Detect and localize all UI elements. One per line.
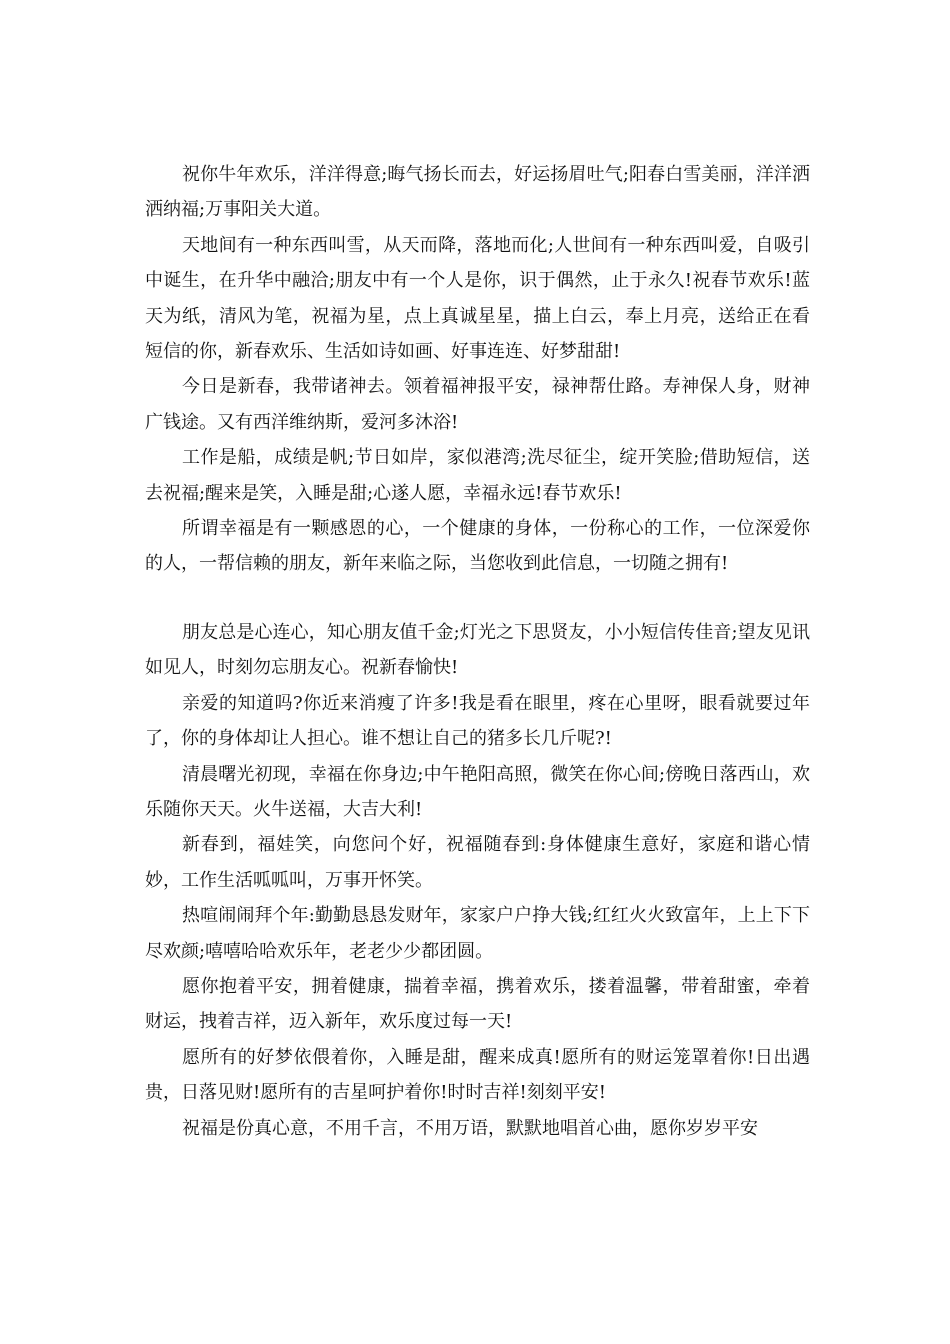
paragraph: 祝福是份真心意，不用千言，不用万语，默默地唱首心曲，愿你岁岁平安: [182, 1117, 758, 1139]
paragraph: 愿你抱着平安，拥着健康，揣着幸福，携着欢乐，搂着温馨，带着甜蜜，牵着财运，拽着吉祥，迈入新年，欢乐度过每一天!: [145, 975, 810, 1033]
paragraph: 愿所有的好梦依偎着你，入睡是甜，醒来成真!愿所有的财运笼罩着你!日出遇贵，日落见财!愿所有的吉星呵护着你!时时吉祥!刻刻平安!: [145, 1046, 810, 1104]
paragraph: 亲爱的知道吗?你近来消瘦了许多!我是看在眼里，疼在心里呀，眼看就要过年了，你的身体却让人担心。谁不想让自己的猪多长几斤呢?!: [145, 692, 810, 750]
paragraph: 热喧闹闹拜个年:勤勤恳恳发财年，家家户户挣大钱;红红火火致富年，上上下下尽欢颜;嘻嘻哈哈欢乐年，老老少少都团圆。: [145, 905, 810, 962]
paragraph: 今日是新春，我带诸神去。领着福神报平安，禄神帮仕路。寿神保人身，财神广钱途。又有西洋维纳斯，爱河多沐浴!: [145, 376, 810, 433]
paragraph: 工作是船，成绩是帆;节日如岸，家似港湾;洗尽征尘，绽开笑脸;借助短信，送去祝福;醒来是笑，入睡是甜;心遂人愿，幸福永远!春节欢乐!: [145, 447, 810, 504]
paragraph: 所谓幸福是有一颗感恩的心，一个健康的身体，一份称心的工作，一位深爱你的人，一帮信赖的朋友，新年来临之际，当您收到此信息，一切随之拥有!: [145, 518, 810, 575]
paragraph: 新春到，福娃笑，向您问个好，祝福随春到:身体健康生意好，家庭和谐心情妙，工作生活呱呱叫，万事开怀笑。: [145, 834, 810, 891]
document-body: [145, 157, 810, 1146]
paragraph: 清晨曙光初现，幸福在你身边;中午艳阳高照，微笑在你心间;傍晚日落西山，欢乐随你天天。火牛送福，大吉大利!: [145, 763, 810, 820]
section-gap: [145, 582, 810, 615]
paragraph: 天地间有一种东西叫雪，从天而降，落地而化;人世间有一种东西叫爱，自吸引中诞生，在升华中融洽;朋友中有一个人是你，识于偶然，止于永久!祝春节欢乐!蓝天为纸，清风为笔，祝福为星，点上真诚星星，描上白云，奉上月亮，送给正在看短信的你，新春欢乐、生活如诗如画、好事连连、好梦甜甜!: [145, 234, 810, 363]
paragraph: 祝你牛年欢乐，洋洋得意;晦气扬长而去，好运扬眉吐气;阳春白雪美丽，洋洋洒洒纳福;万事阳关大道。: [145, 164, 810, 221]
paragraph: 朋友总是心连心，知心朋友值千金;灯光之下思贤友，小小短信传佳音;望友见讯如见人，时刻勿忘朋友心。祝新春愉快!: [145, 621, 810, 679]
